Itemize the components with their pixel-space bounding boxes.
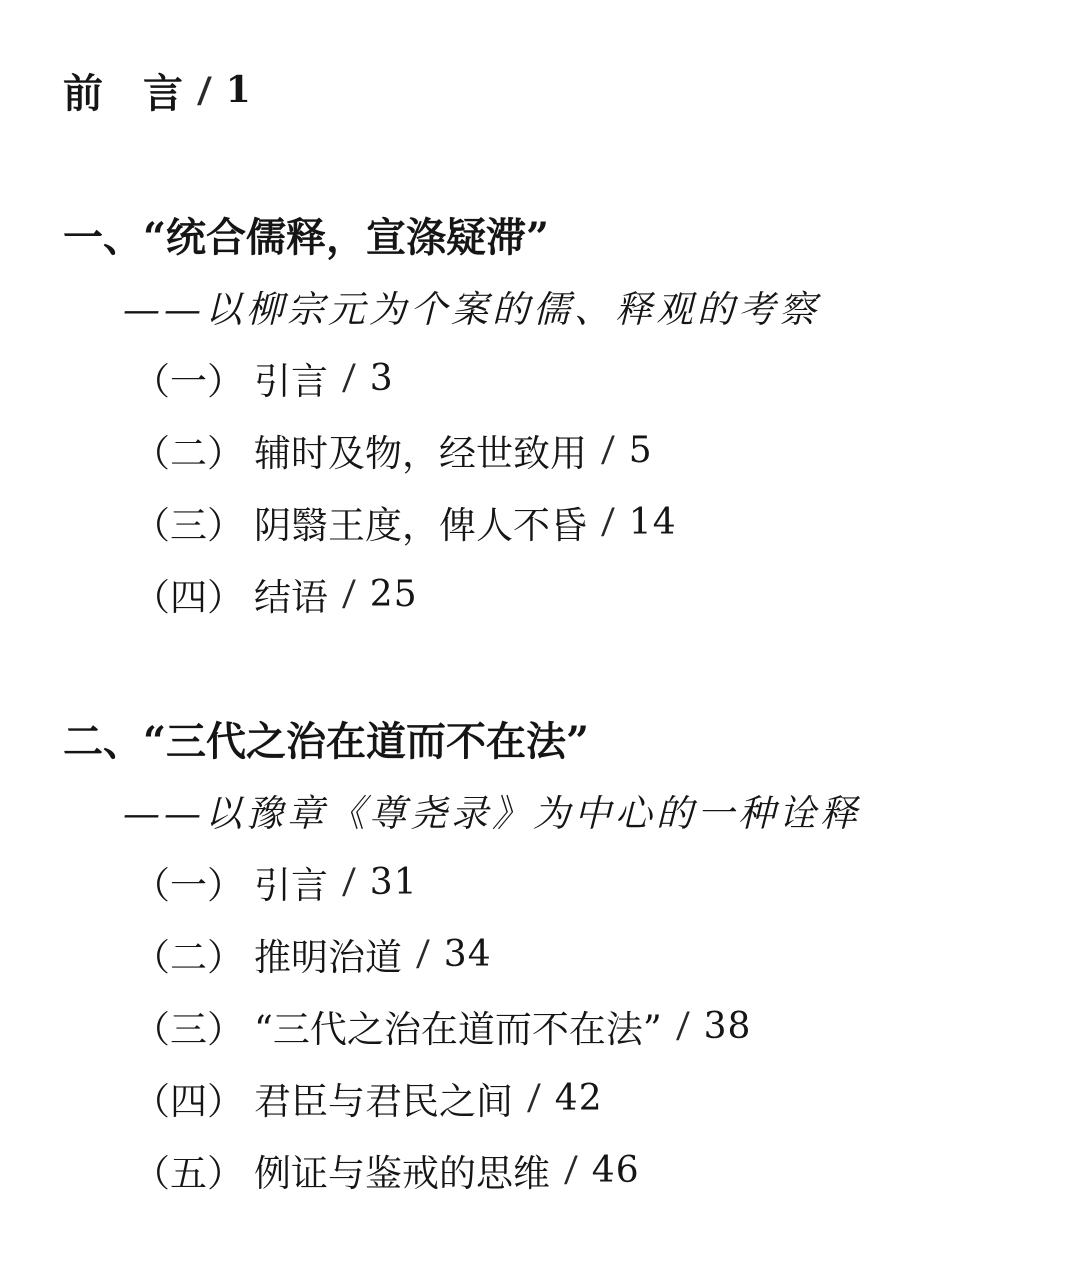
page-number: 46 — [591, 1149, 640, 1191]
item-title: 阴翳王度，俾人不昏 — [254, 504, 587, 547]
separator-slash: / — [415, 934, 431, 974]
separator-slash: / — [600, 430, 616, 470]
section-2-subtitle: ——以豫章《尊尧录》为中心的一种诠释 — [123, 792, 861, 835]
toc-entry-item — [0, 990, 1080, 1062]
separator-slash: / — [341, 574, 357, 614]
section-1-title: “统合儒释，宣涤疑滞” — [143, 213, 550, 261]
page-number: 34 — [443, 933, 492, 975]
toc-entry-preface — [0, 54, 1080, 126]
toc-entry-item — [0, 1134, 1080, 1206]
toc-entry-item — [0, 486, 1080, 558]
item-title: 推明治道 — [254, 936, 402, 979]
separator-slash: / — [526, 1078, 542, 1118]
toc-entry-section-1-subtitle — [0, 270, 1080, 342]
item-marker: （二） — [133, 432, 244, 475]
toc-entry-item — [0, 918, 1080, 990]
separator-slash: / — [341, 862, 357, 902]
item-title: “三代之治在道而不在法” — [254, 1008, 662, 1051]
separator-slash: / — [600, 502, 616, 542]
separator-slash: / — [563, 1150, 579, 1190]
toc-entry-item — [0, 846, 1080, 918]
preface-page-number: 1 — [225, 69, 252, 111]
page-number: 25 — [369, 573, 418, 615]
separator-slash: / — [675, 1006, 691, 1046]
toc-entry-section-2-subtitle — [0, 774, 1080, 846]
page-number: 5 — [628, 429, 653, 471]
item-marker: （一） — [133, 360, 244, 403]
item-marker: （四） — [133, 576, 244, 619]
item-title: 结语 — [254, 576, 328, 619]
toc-entry-item — [0, 414, 1080, 486]
toc-entry-section-2-title — [0, 702, 1080, 774]
section-2-number: 二、 — [63, 717, 143, 765]
item-marker: （二） — [133, 936, 244, 979]
item-marker: （三） — [133, 504, 244, 547]
page-number: 31 — [369, 861, 418, 903]
page-number: 42 — [554, 1077, 603, 1119]
section-1-subtitle: ——以柳宗元为个案的儒、释观的考察 — [123, 288, 820, 331]
preface-label: 前 言 — [63, 69, 183, 117]
item-marker: （三） — [133, 1008, 244, 1051]
separator-slash: / — [196, 69, 213, 111]
page-number: 14 — [628, 501, 677, 543]
item-marker: （一） — [133, 864, 244, 907]
page-number: 3 — [369, 357, 394, 399]
separator-slash: / — [341, 358, 357, 398]
toc-entry-section-1-title — [0, 198, 1080, 270]
item-title: 引言 — [254, 360, 328, 403]
toc-entry-item — [0, 558, 1080, 630]
item-title: 辅时及物，经世致用 — [254, 432, 587, 475]
toc-entry-item — [0, 342, 1080, 414]
toc-entry-item — [0, 1062, 1080, 1134]
section-2-title: “三代之治在道而不在法” — [143, 717, 590, 765]
item-marker: （五） — [133, 1152, 244, 1195]
item-marker: （四） — [133, 1080, 244, 1123]
item-title: 君臣与君民之间 — [254, 1080, 513, 1123]
item-title: 例证与鉴戒的思维 — [254, 1152, 550, 1195]
section-1-number: 一、 — [63, 213, 143, 261]
item-title: 引言 — [254, 864, 328, 907]
page-number: 38 — [703, 1005, 752, 1047]
